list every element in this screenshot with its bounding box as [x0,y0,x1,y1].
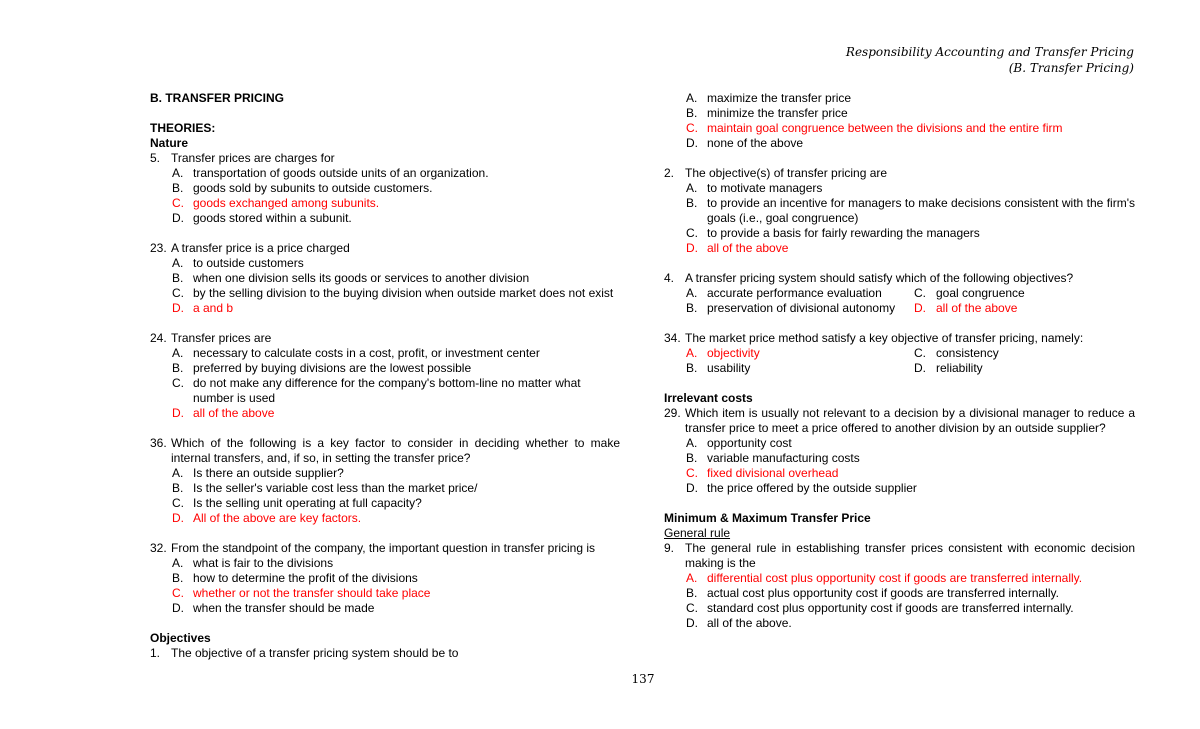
option-text: usability [707,361,751,375]
option [150,346,620,361]
option [664,601,1135,616]
question-number: 2. [664,166,675,180]
option-letter: A. [686,181,698,195]
option-text: do not make any difference for the company's bottom-line no matter what number is used [193,376,581,405]
option-letter: C. [914,346,926,360]
option-letter: B. [686,361,698,375]
option-letter: B. [686,106,698,120]
option-letter: C. [172,496,184,510]
option-text: to motivate managers [707,181,823,195]
general-rule-subheading: General rule [664,526,731,540]
question-2 [664,166,1135,181]
answer-option [664,346,914,361]
question-9 [664,541,1135,571]
option-text: objectivity [707,346,760,360]
question-32 [150,541,620,556]
option [150,211,620,226]
option-letter: B. [172,361,184,375]
option-letter: C. [172,376,184,390]
option-letter: D. [172,511,184,525]
option-text: necessary to calculate costs in a cost, profit, or investment center [193,346,540,360]
option-letter: B. [686,451,698,465]
question-number: 36. [150,436,167,450]
option-letter: B. [172,181,184,195]
option [150,481,620,496]
option-letter: B. [172,271,184,285]
option-letter: A. [172,346,184,360]
option-text: when one division sells its goods or services to another division [193,271,530,285]
answer-option [664,121,1135,136]
answer-option [664,241,1135,256]
question-23 [150,241,620,256]
question-text: The objective of a transfer pricing system should be to [171,646,459,660]
option-letter: A. [686,571,698,585]
option-letter: B. [172,481,184,495]
option-letter: A. [686,346,698,360]
option-letter: B. [686,301,698,315]
option [664,361,914,376]
option-row [664,346,1135,361]
option [150,271,620,286]
question-number: 4. [664,271,675,285]
question-number: 1. [150,646,161,660]
option-text: all of the above [707,241,789,255]
option [664,196,1135,226]
answer-option [664,466,1135,481]
option-text: whether or not the transfer should take place [193,586,431,600]
option-row [664,361,1135,376]
option-letter: D. [914,361,926,375]
option-letter: D. [172,406,184,420]
question-number: 23. [150,241,167,255]
option [664,586,1135,601]
option-text: Is the seller's variable cost less than the market price/ [193,481,478,495]
question-text: The general rule in establishing transfer prices consistent with economic decision making is the [685,541,1135,570]
option-letter: A. [686,286,698,300]
option-letter: B. [686,196,698,210]
question-36 [150,436,620,466]
question-text: Transfer prices are [171,331,272,345]
option-text: all of the above [936,301,1018,315]
option-text: to outside customers [193,256,304,270]
option-letter: A. [172,256,184,270]
option-letter: A. [172,166,184,180]
option [150,556,620,571]
option-text: actual cost plus opportunity cost if goods are transferred internally. [707,586,1059,600]
question-29 [664,406,1135,436]
option-letter: C. [172,196,184,210]
option-text: goods sold by subunits to outside customers. [193,181,433,195]
option [150,166,620,181]
question-number: 5. [150,151,161,165]
option-text: all of the above [193,406,275,420]
question-number: 29. [664,406,681,420]
page-number: 137 [631,672,655,686]
option-letter: C. [914,286,926,300]
option-text: all of the above. [707,616,792,630]
option-letter: D. [172,211,184,225]
answer-option [664,571,1135,586]
question-number: 9. [664,541,675,555]
answer-option [150,406,620,421]
option [150,181,620,196]
option-text: differential cost plus opportunity cost if goods are transferred internally. [707,571,1083,585]
option [914,346,999,361]
option-letter: D. [914,301,926,315]
option-text: none of the above [707,136,804,150]
answer-option [150,301,620,316]
option [664,286,914,301]
option-text: to provide an incentive for managers to make decisions consistent with the firm's goals (i.e., goal congruence) [707,196,1135,225]
option [664,226,1135,241]
option-letter: C. [172,586,184,600]
option-text: minimize the transfer price [707,106,848,120]
option-text: consistency [936,346,999,360]
option [664,91,1135,106]
objectives-heading: Objectives [150,631,211,645]
option-letter: A. [686,91,698,105]
question-number: 32. [150,541,167,555]
option-text: preservation of divisional autonomy [707,301,896,315]
option-letter: D. [172,301,184,315]
option-letter: D. [686,241,698,255]
min-max-transfer-price-heading: Minimum & Maximum Transfer Price [664,511,871,525]
option [664,481,1135,496]
option [150,601,620,616]
header-subtitle: (B. Transfer Pricing) [1008,61,1134,75]
option-letter: A. [172,466,184,480]
option-row [664,301,1135,316]
option-text: when the transfer should be made [193,601,375,615]
option-text: how to determine the profit of the divisions [193,571,418,585]
answer-option [150,196,620,211]
question-text: Which item is usually not relevant to a decision by a divisional manager to reduce a transfer price to meet a price offered to another division by an outside supplier? [685,406,1135,435]
option-text: Is the selling unit operating at full capacity? [193,496,422,510]
question-1 [150,646,620,661]
option [150,256,620,271]
option-text: transportation of goods outside units of an organization. [193,166,489,180]
answer-option [914,301,1017,316]
option [150,376,620,406]
option [150,496,620,511]
answer-option [150,511,620,526]
question-number: 34. [664,331,681,345]
option-text: standard cost plus opportunity cost if goods are transferred internally. [707,601,1074,615]
option [664,106,1135,121]
running-header [846,44,1134,76]
option-letter: C. [686,601,698,615]
option [914,361,983,376]
question-number: 24. [150,331,167,345]
option-letter: C. [686,121,698,135]
option-text: goods exchanged among subunits. [193,196,380,210]
option-letter: B. [686,586,698,600]
nature-heading: Nature [150,136,189,150]
option [150,286,620,301]
option-text: maximize the transfer price [707,91,852,105]
question-text: A transfer price is a price charged [171,241,350,255]
option [664,181,1135,196]
option [150,361,620,376]
option [664,136,1135,151]
option [664,301,914,316]
option-row [664,286,1135,301]
question-text: Transfer prices are charges for [171,151,335,165]
option [664,451,1135,466]
option [664,616,1135,631]
option-text: All of the above are key factors. [193,511,362,525]
option-letter: D. [172,601,184,615]
question-24 [150,331,620,346]
option-letter: C. [686,226,698,240]
option-text: preferred by buying divisions are the lowest possible [193,361,472,375]
irrelevant-costs-heading: Irrelevant costs [664,391,753,405]
option-text: Is there an outside supplier? [193,466,344,480]
option [664,436,1135,451]
option-text: opportunity cost [707,436,792,450]
header-title: Responsibility Accounting and Transfer Pricing [845,45,1134,59]
option-text: to provide a basis for fairly rewarding the managers [707,226,980,240]
option-text: the price offered by the outside supplier [707,481,917,495]
option-text: fixed divisional overhead [707,466,839,480]
left-column [150,91,620,661]
option-letter: D. [686,481,698,495]
option-text: what is fair to the divisions [193,556,334,570]
option-text: a and b [193,301,234,315]
question-text: Which of the following is a key factor to consider in deciding whether to make internal transfers, and, if so, in setting the transfer price? [171,436,620,465]
question-text: The objective(s) of transfer pricing are [685,166,888,180]
section-title: B. TRANSFER PRICING [150,91,285,105]
right-column [664,91,1135,631]
option-text: variable manufacturing costs [707,451,860,465]
option [150,466,620,481]
option-text: goods stored within a subunit. [193,211,352,225]
option-letter: A. [172,556,184,570]
question-4 [664,271,1135,286]
option-text: maintain goal congruence between the divisions and the entire firm [707,121,1063,135]
option [914,286,1025,301]
option-letter: D. [686,136,698,150]
option-letter: C. [686,466,698,480]
option-text: reliability [936,361,983,375]
option-text: by the selling division to the buying division when outside market does not exist [193,286,614,300]
option [150,571,620,586]
option-letter: B. [172,571,184,585]
question-text: From the standpoint of the company, the important question in transfer pricing is [171,541,595,555]
option-text: accurate performance evaluation [707,286,882,300]
answer-option [150,586,620,601]
question-5 [150,151,620,166]
question-34 [664,331,1135,346]
theories-heading: THEORIES: [150,121,216,135]
option-letter: D. [686,616,698,630]
option-letter: C. [172,286,184,300]
question-text: The market price method satisfy a key objective of transfer pricing, namely: [685,331,1084,345]
question-text: A transfer pricing system should satisfy which of the following objectives? [685,271,1074,285]
option-text: goal congruence [936,286,1025,300]
option-letter: A. [686,436,698,450]
